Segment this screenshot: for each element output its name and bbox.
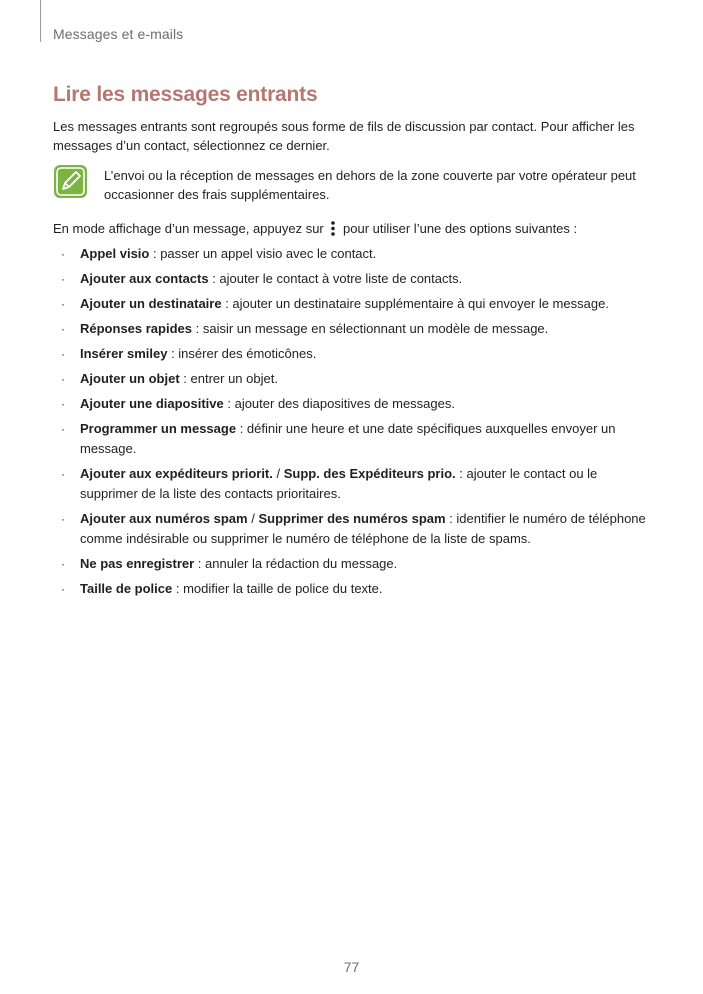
- option-description: : saisir un message en sélectionnant un modèle de message.: [192, 321, 549, 336]
- option-description: : insérer des émoticônes.: [167, 346, 317, 361]
- option-name: Ajouter aux numéros spam: [80, 511, 248, 526]
- option-description: : entrer un objet.: [179, 371, 278, 386]
- section-intro: Les messages entrants sont regroupés sous forme de fils de discussion par contact. Pour afficher les messages d’un contact, sélectionnez ce dernier.: [53, 119, 635, 153]
- options-intro-before: En mode affichage d’un message, appuyez sur: [53, 221, 328, 236]
- bullet: ·: [61, 297, 65, 311]
- option-item: [53, 269, 653, 289]
- option-item: [53, 509, 653, 549]
- option-description: : passer un appel visio avec le contact.: [149, 246, 377, 261]
- bullet: ·: [61, 272, 65, 286]
- option-description: : ajouter le contact à votre liste de contacts.: [208, 271, 463, 286]
- bullet: ·: [61, 422, 65, 436]
- option-name: Ajouter une diapositive: [80, 396, 224, 411]
- option-item: [53, 394, 653, 414]
- option-name: Appel visio: [80, 246, 150, 261]
- option-description: : définir une heure et une date spécifiques auxquelles envoyer un message.: [80, 421, 616, 456]
- option-name: Réponses rapides: [80, 321, 192, 336]
- option-description: : annuler la rédaction du message.: [194, 556, 398, 571]
- option-name: Ajouter aux contacts: [80, 271, 209, 286]
- bullet: ·: [61, 557, 65, 571]
- bullet: ·: [61, 397, 65, 411]
- option-item: [53, 369, 653, 389]
- option-item: [53, 319, 653, 339]
- options-intro: [53, 219, 653, 238]
- options-intro-after: pour utiliser l’une des options suivantes :: [339, 221, 578, 236]
- options-list: [53, 244, 653, 604]
- option-description: : identifier le numéro de téléphone comme indésirable ou supprimer le numéro de téléphone de la liste de spams.: [80, 511, 646, 546]
- bullet: ·: [61, 512, 65, 526]
- option-name-alt: Supp. des Expéditeurs prio.: [283, 466, 456, 481]
- header-rule: [40, 0, 41, 42]
- option-name: Ajouter un destinataire: [80, 296, 222, 311]
- option-name: Ajouter un objet: [80, 371, 180, 386]
- option-item: [53, 419, 653, 459]
- note-pencil-icon: [54, 165, 87, 198]
- option-separator: /: [247, 511, 259, 526]
- option-name: Ajouter aux expéditeurs priorit.: [80, 466, 273, 481]
- option-item: [53, 244, 653, 264]
- option-item: [53, 294, 653, 314]
- option-item: [53, 554, 653, 574]
- bullet: ·: [61, 582, 65, 596]
- bullet: ·: [61, 467, 65, 481]
- bullet: ·: [61, 347, 65, 361]
- page-number: 77: [343, 959, 360, 975]
- option-description: : ajouter des diapositives de messages.: [223, 396, 455, 411]
- option-name: Insérer smiley: [80, 346, 168, 361]
- note-text: L’envoi ou la réception de messages en dehors de la zone couverte par votre opérateur peut occasionner des frais supplémentaires.: [104, 168, 636, 202]
- bullet: ·: [61, 247, 65, 261]
- option-name: Ne pas enregistrer: [80, 556, 195, 571]
- bullet: ·: [61, 372, 65, 386]
- option-name: Taille de police: [80, 581, 173, 596]
- option-description: : ajouter le contact ou le supprimer de la liste des contacts prioritaires.: [80, 466, 598, 501]
- header-title: Messages et e-mails: [53, 26, 184, 42]
- option-description: : modifier la taille de police du texte.: [172, 581, 383, 596]
- option-name: Programmer un message: [80, 421, 237, 436]
- more-options-icon: [329, 221, 337, 236]
- option-item: [53, 344, 653, 364]
- option-name-alt: Supprimer des numéros spam: [258, 511, 446, 526]
- option-item: [53, 464, 653, 504]
- option-item: [53, 579, 653, 599]
- option-separator: /: [272, 466, 284, 481]
- option-description: : ajouter un destinataire supplémentaire à qui envoyer le message.: [221, 296, 609, 311]
- bullet: ·: [61, 322, 65, 336]
- section-title: Lire les messages entrants: [53, 83, 318, 106]
